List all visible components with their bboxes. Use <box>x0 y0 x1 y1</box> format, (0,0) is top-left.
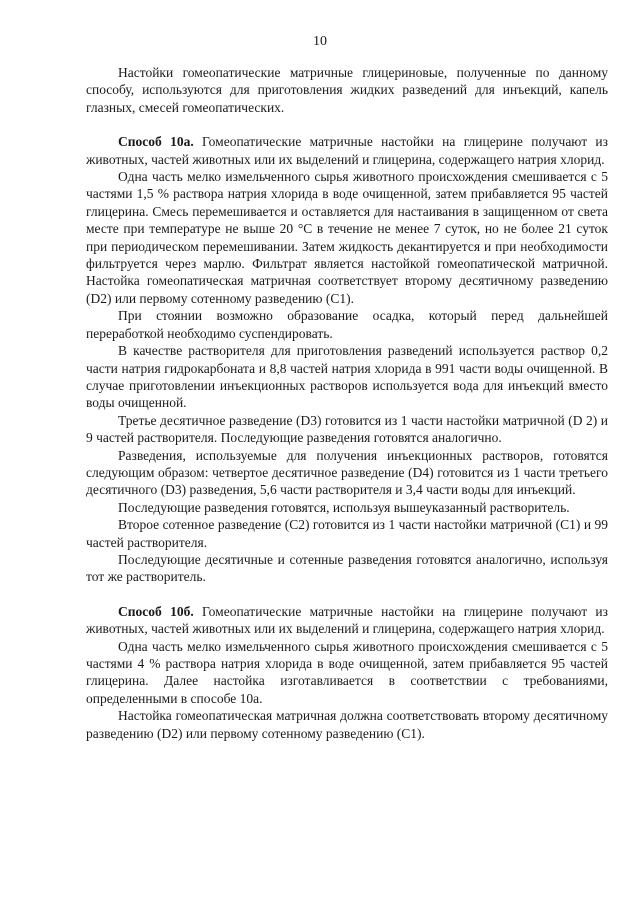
paragraph-injection-dilutions <box>86 447 608 499</box>
paragraph-text: Одна часть мелко измельченного сырья животного происхождения смешивается с 5 частями 4 % раствора натрия хлорида в воде очищенной, затем прибавляется 95 частей глицерина. Далее настойка изготавливается в соответствии с требованиями, определенными в способе 10а. <box>86 638 608 706</box>
document-body <box>86 64 608 742</box>
paragraph-solvent <box>86 342 608 412</box>
paragraph-text: Третье десятичное разведение (D3) готовится из 1 части настойки матричной (D 2) и 9 частей растворителя. Последующие разведения готовятся аналогично. <box>86 412 608 446</box>
paragraph-sediment <box>86 307 608 342</box>
paragraph-text: В качестве растворителя для приготовления разведений используется раствор 0,2 части натрия гидрокарбоната и 8,8 частей натрия хлорида в 991 части воды очищенной. В случае приготовлении инъекционных растворов используется вода для инъекций вместо воды очищенной. <box>86 343 608 411</box>
spacer <box>86 586 608 603</box>
paragraph-text: Одна часть мелко измельченного сырья животного происхождения смешивается с 5 частями 1,5 % раствора натрия хлорида в воде очищенной, затем прибавляется 95 частей глицерина. Смесь перемешивается и оставляется для настаивания в защищенном от света месте при температуре не выше 20 °С в течение не менее 7 суток, но не более 21 суток при периодическом перемешивании. Затем жидкость декантируется и при необходимости фильтруется через марлю. Фильтрат является настойкой гомеопатической матричной. Настойка гомеопатическая матричная соответствует второму десятичному разведению (D2) или первому сотенному разведению (С1). <box>86 169 608 306</box>
paragraph-d3 <box>86 412 608 447</box>
paragraph-intro <box>86 64 608 116</box>
paragraph-text: Гомеопатические матричные настойки на глицерине получают из животных, частей животных или их выделений и глицерина, содержащего натрия хлорид. <box>86 603 608 637</box>
method-10b-heading-paragraph <box>86 603 608 638</box>
paragraph-c2 <box>86 516 608 551</box>
paragraph-text: При стоянии возможно образование осадка, который перед дальнейшей переработкой необходимо суспендировать. <box>86 308 608 341</box>
paragraph-analogous <box>86 551 608 586</box>
paragraph-text: Настойки гомеопатические матричные глицериновые, полученные по данному способу, используются для приготовления жидких разведений для инъекций, капель глазных, смесей гомеопатических. <box>86 65 608 115</box>
paragraph-preparation-10b <box>86 638 608 708</box>
paragraph-preparation <box>86 168 608 307</box>
paragraph-subsequent-dilutions <box>86 499 608 516</box>
method-10b-title: Способ 10б. <box>118 603 194 619</box>
paragraph-conformity <box>86 707 608 742</box>
method-10a-title: Способ 10а. <box>118 134 194 150</box>
paragraph-text: Гомеопатические матричные настойки на глицерине получают из животных, частей животных или их выделений и глицерина, содержащего натрия хлорид. <box>86 134 608 167</box>
paragraph-text: Последующие разведения готовятся, используя вышеуказанный растворитель. <box>118 499 570 515</box>
paragraph-text: Последующие десятичные и сотенные разведения готовятся аналогично, используя тот же растворитель. <box>86 551 608 585</box>
page-number: 10 <box>313 34 327 49</box>
paragraph-text: Настойка гомеопатическая матричная должна соответствовать второму десятичному разведению (D2) или первому сотенному разведению (С1). <box>86 708 608 741</box>
paragraph-text: Второе сотенное разведение (С2) готовится из 1 части настойки матричной (С1) и 99 частей растворителя. <box>86 517 608 550</box>
method-10a-heading-paragraph <box>86 133 608 168</box>
spacer <box>86 116 608 133</box>
paragraph-text: Разведения, используемые для получения инъекционных растворов, готовятся следующим образом: четвертое десятичное разведение (D4) готовится из 1 части третьего десятичного (D3) разведения, 5,6 части растворителя и 3,4 части воды для инъекций. <box>86 447 608 498</box>
